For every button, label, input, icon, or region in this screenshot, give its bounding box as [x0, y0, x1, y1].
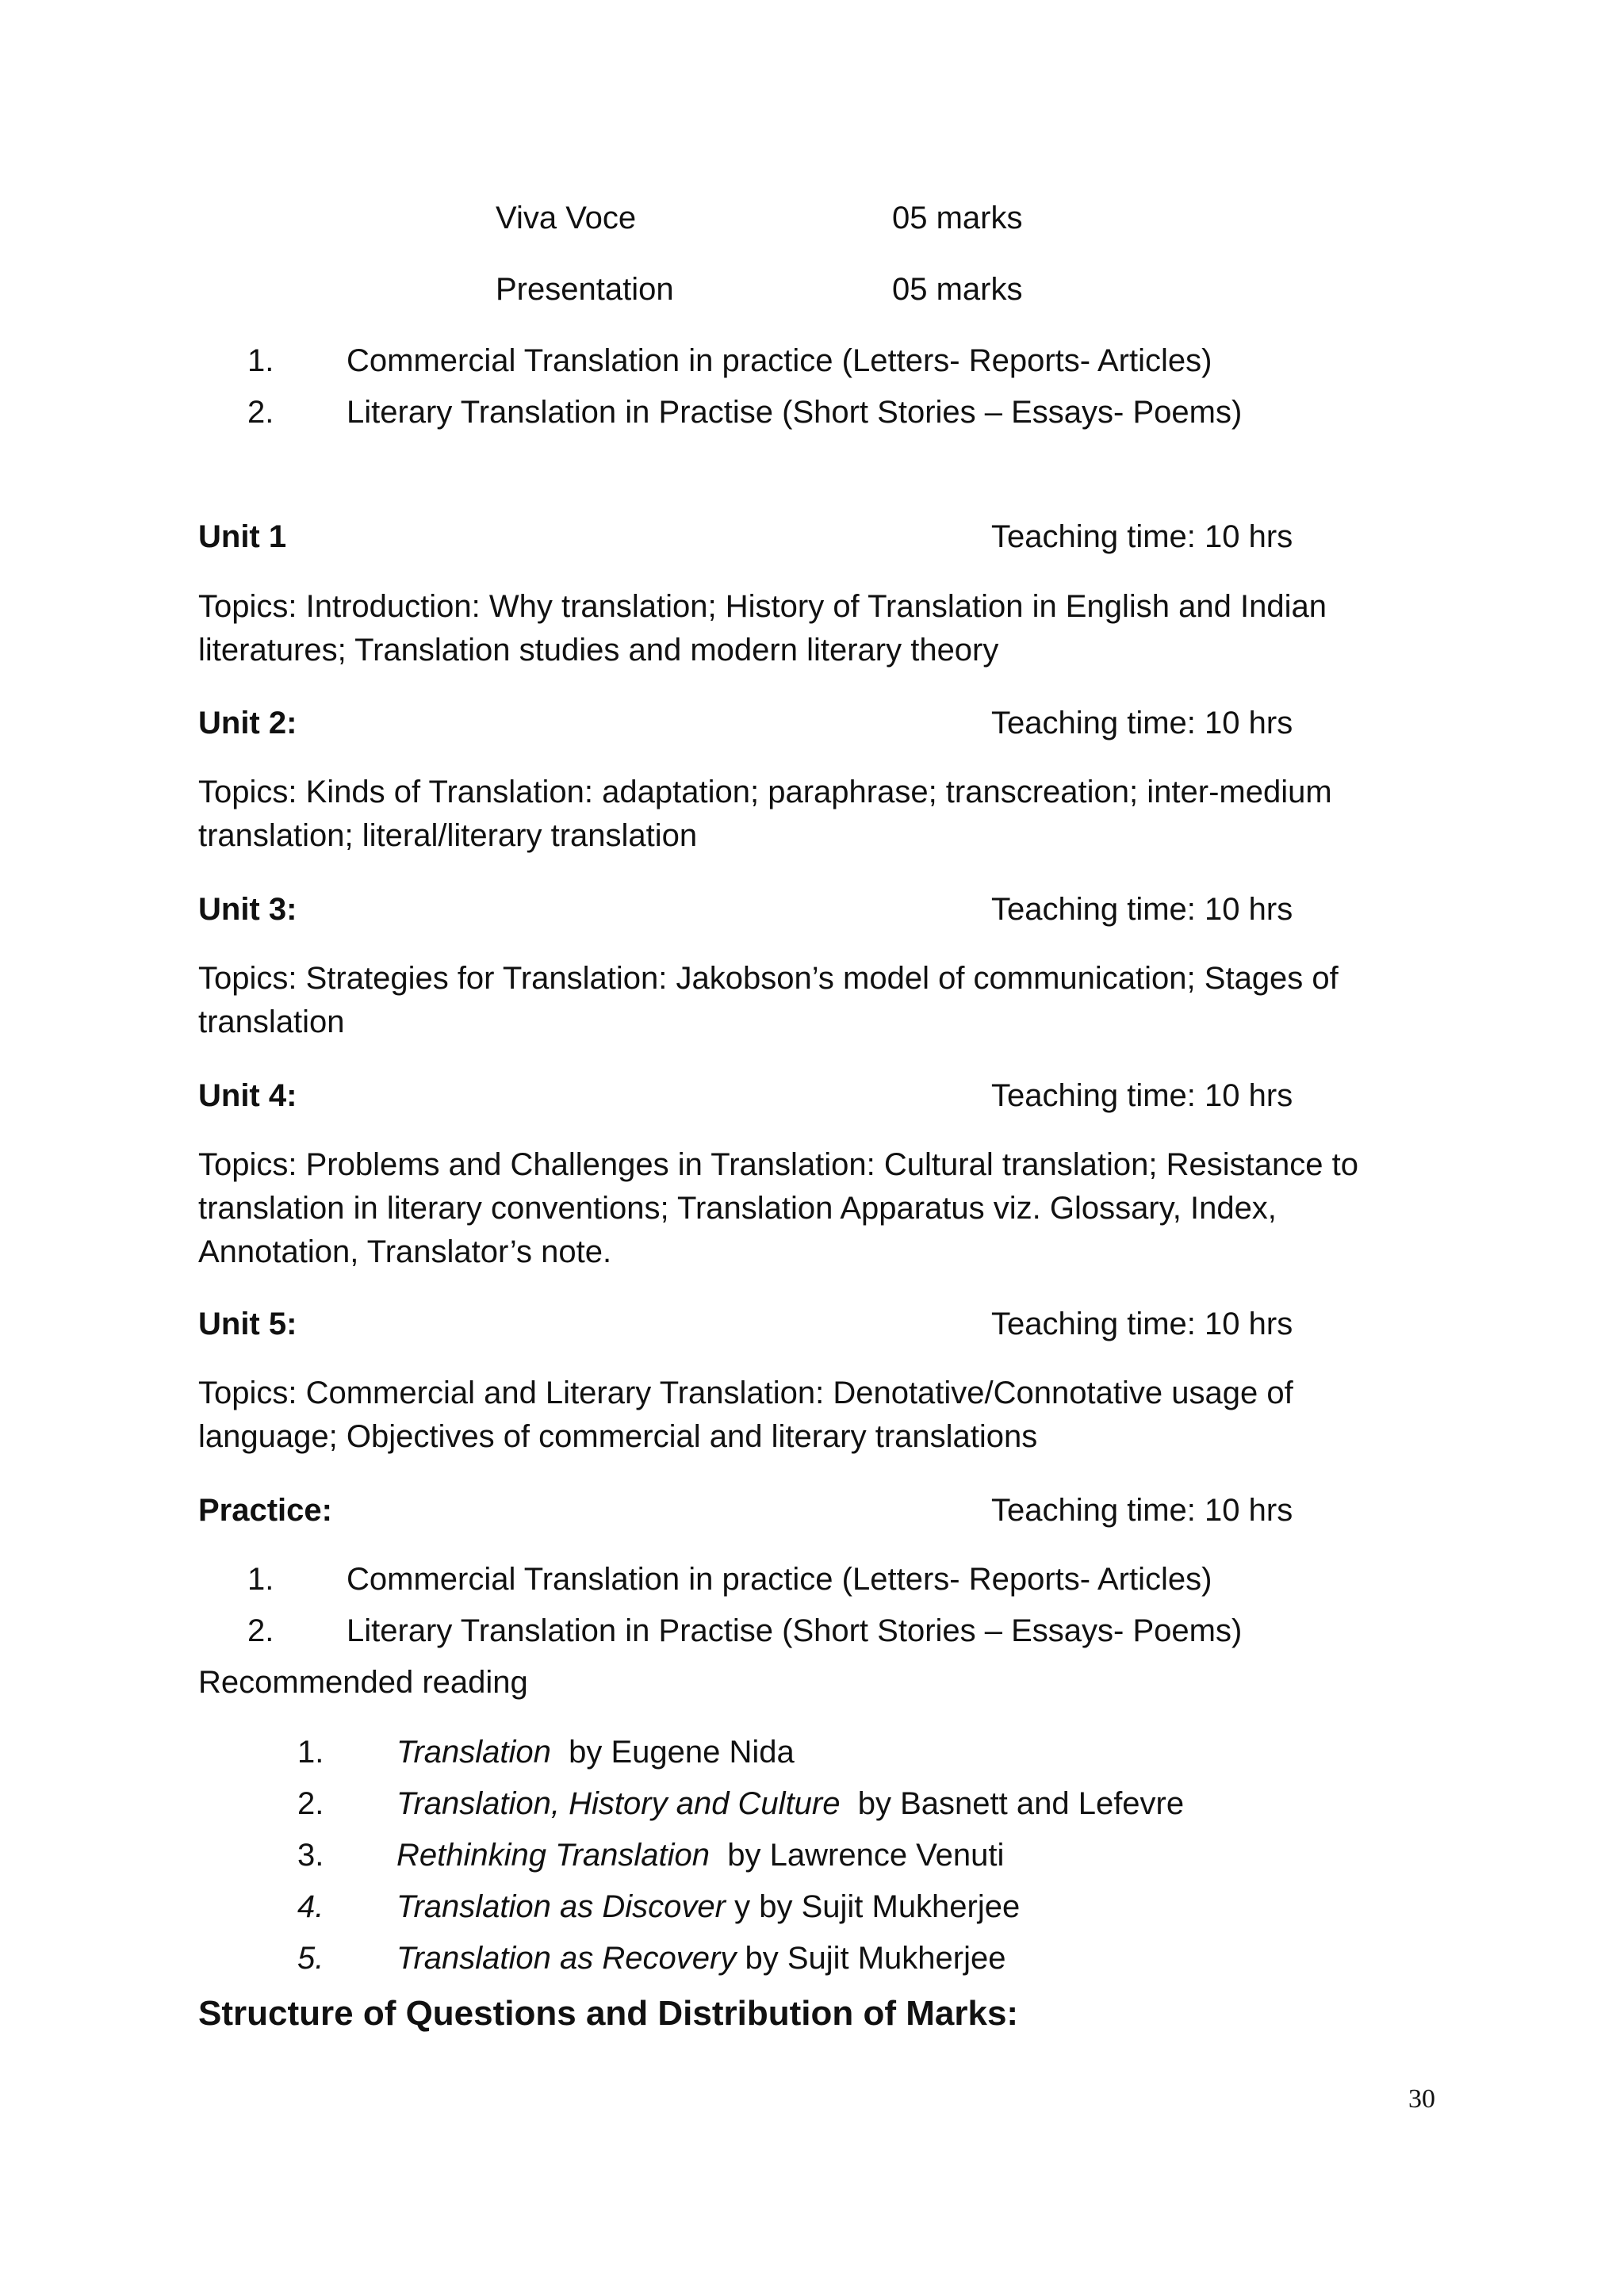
unit-topics: Topics: Problems and Challenges in Translation: Cultural translation; Resistance to translation in literary conventions; Translation Apparatus viz. Glossary, Index, Annotation, Translator’s note.	[198, 1147, 1358, 1269]
marks-label: Presentation	[496, 272, 674, 307]
reading-item	[396, 1731, 795, 1774]
list-number: 3.	[297, 1838, 324, 1873]
book-author: y by Sujit Mukherjee	[734, 1889, 1021, 1924]
book-author: by Eugene Nida	[569, 1735, 795, 1770]
practice-title: Practice:	[198, 1493, 332, 1528]
teaching-time: Teaching time: 10 hrs	[991, 519, 1293, 554]
book-title: Rethinking Translation	[396, 1838, 710, 1873]
list-number: 1.	[247, 343, 274, 378]
list-number: 4.	[297, 1889, 324, 1924]
reading-item	[396, 1885, 1020, 1928]
teaching-time: Teaching time: 10 hrs	[991, 1307, 1293, 1341]
marks-label: Viva Voce	[496, 201, 637, 235]
list-number: 2.	[297, 1786, 324, 1821]
teaching-time: Teaching time: 10 hrs	[991, 892, 1293, 927]
list-number: 5.	[297, 1941, 324, 1976]
list-number: 1.	[247, 1562, 274, 1597]
book-title: Translation as Discover	[396, 1889, 726, 1924]
list-number: 1.	[297, 1735, 324, 1770]
teaching-time: Teaching time: 10 hrs	[991, 1078, 1293, 1113]
reading-item	[396, 1834, 1004, 1877]
book-title: Translation as Recovery	[396, 1941, 737, 1976]
unit-title: Unit 3:	[198, 892, 297, 927]
book-title: Translation, History and Culture	[396, 1786, 841, 1821]
reading-item	[396, 1782, 1184, 1825]
section-heading: Structure of Questions and Distribution of Marks:	[198, 1994, 1019, 2033]
book-title: Translation	[396, 1735, 551, 1770]
unit-topics: Topics: Kinds of Translation: adaptation; paraphrase; transcreation; inter-medium translation; literal/literary translation	[198, 775, 1332, 853]
unit-topics: Topics: Commercial and Literary Translation: Denotative/Connotative usage of language; Objectives of commercial and literary translations	[198, 1376, 1293, 1454]
list-item: Literary Translation in Practise (Short Stories – Essays- Poems)	[347, 1613, 1243, 1648]
page-number: 30	[1408, 2084, 1435, 2114]
list-number: 2.	[247, 1613, 274, 1648]
unit-title: Unit 2:	[198, 706, 297, 740]
unit-topics: Topics: Introduction: Why translation; History of Translation in English and Indian literatures; Translation studies and modern literary theory	[198, 589, 1327, 668]
list-item: Commercial Translation in practice (Letters- Reports- Articles)	[347, 1562, 1212, 1597]
marks-value: 05 marks	[892, 272, 1023, 307]
reading-item	[396, 1937, 1006, 1980]
list-item: Literary Translation in Practise (Short Stories – Essays- Poems)	[347, 395, 1243, 430]
teaching-time: Teaching time: 10 hrs	[991, 706, 1293, 740]
list-item: Commercial Translation in practice (Letters- Reports- Articles)	[347, 343, 1212, 378]
book-author: by Basnett and Lefevre	[857, 1786, 1185, 1821]
unit-title: Unit 1	[198, 519, 287, 554]
unit-title: Unit 4:	[198, 1078, 297, 1113]
list-number: 2.	[247, 395, 274, 430]
teaching-time: Teaching time: 10 hrs	[991, 1493, 1293, 1528]
reading-title: Recommended reading	[198, 1665, 528, 1700]
book-author: by Lawrence Venuti	[727, 1838, 1005, 1873]
book-author: by Sujit Mukherjee	[745, 1941, 1006, 1976]
unit-title: Unit 5:	[198, 1307, 297, 1341]
marks-value: 05 marks	[892, 201, 1023, 235]
unit-topics: Topics: Strategies for Translation: Jakobson’s model of communication; Stages of translation	[198, 961, 1339, 1039]
